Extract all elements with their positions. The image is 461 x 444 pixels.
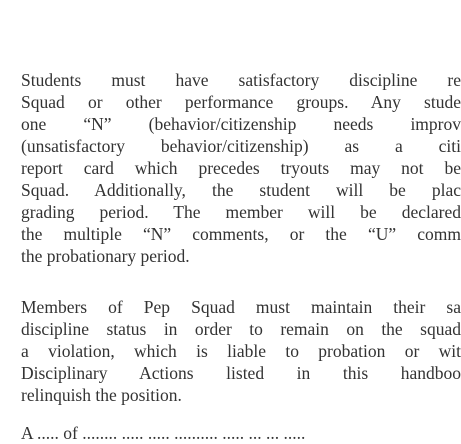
text-line: Squad. Additionally, the student will be plac [21, 180, 461, 200]
text-line: the multiple “N” comments, or the “U” comm [21, 224, 461, 244]
paragraph-discipline-status [21, 296, 461, 406]
text-line: Disciplinary Actions listed in this handboo [21, 363, 461, 383]
text-line: grading period. The member will be declared [21, 202, 461, 222]
text-line: Members of Pep Squad must maintain their sa [21, 297, 461, 317]
text-line: the probationary period. [21, 246, 190, 266]
text-line: a violation, which is liable to probation or wit [21, 341, 461, 361]
text-line: one “N” (behavior/citizenship needs improv [21, 114, 461, 134]
text-line: relinquish the position. [21, 385, 182, 405]
text-line: (unsatisfactory behavior/citizenship) as a citi [21, 136, 461, 156]
text-line: discipline status in order to remain on the squad [21, 319, 461, 339]
paragraph-discipline-requirements [21, 69, 461, 267]
text-line: report card which precedes tryouts may not be [21, 158, 461, 178]
cut-off-text-line: A ..... of ........ ..... ..... .......... ..... ... ... ..... [21, 423, 306, 443]
text-line: Squad or other performance groups. Any stude [21, 92, 461, 112]
text-line: Students must have satisfactory discipline re [21, 70, 461, 90]
